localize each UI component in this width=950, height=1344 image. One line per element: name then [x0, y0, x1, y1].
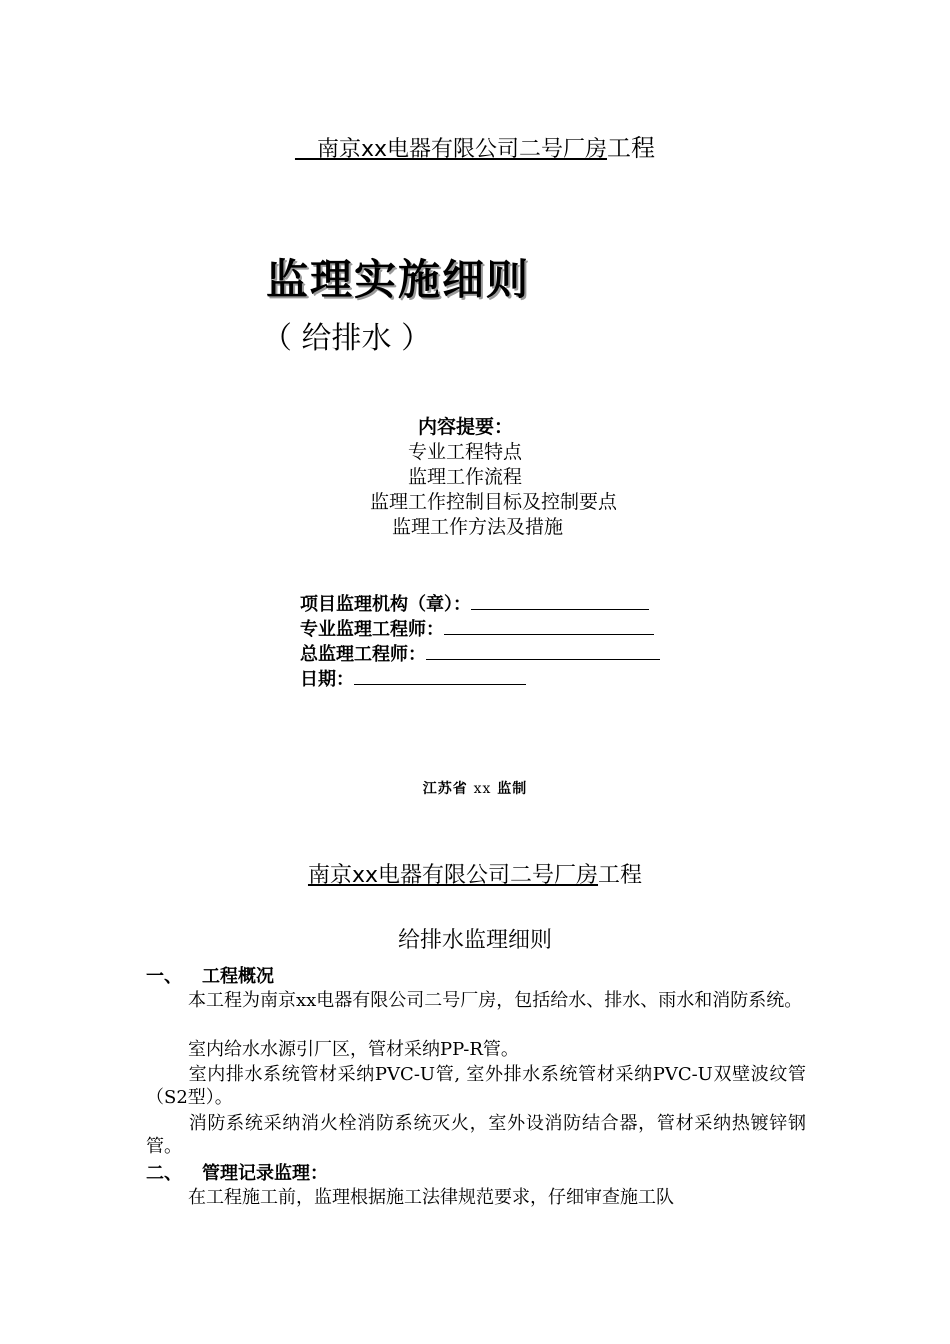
cover-title: 监理实施细则	[266, 255, 531, 304]
signature-date-row	[300, 666, 526, 692]
paragraph	[146, 989, 806, 1012]
paragraph-text: 在工程施工前，监理根据施工法律规范要求，仔细审查施工队	[188, 1187, 674, 1208]
summary-item: 监理工作流程	[408, 466, 523, 488]
section-title: 管理记录监理：	[202, 1163, 328, 1184]
signature-specialist-row	[300, 616, 654, 642]
body-subtitle: 给排水监理细则	[397, 928, 552, 953]
signature-org-label: 项目监理机构（章）：	[300, 594, 471, 615]
paragraph-text: 本工程为南京xx电器有限公司二号厂房，包括给水、排水、雨水和消防系统。	[188, 990, 803, 1011]
section-title: 工程概况	[202, 966, 274, 987]
signature-org-row	[300, 591, 649, 617]
signature-org-blank[interactable]	[471, 591, 649, 610]
issuer-middle: xx	[473, 781, 492, 797]
issuer-suffix: 监制	[497, 781, 528, 797]
body-title-underlined: 南京xx电器有限公司二号厂房	[307, 863, 599, 888]
summary-item: 监理工作控制目标及控制要点	[370, 491, 618, 513]
signature-chief-label: 总监理工程师：	[300, 644, 426, 665]
section-heading	[146, 1162, 328, 1186]
cover-project-underlined: 南京xx电器有限公司二号厂房	[294, 137, 608, 162]
paragraph-text: 室内排水系统管材采纳PVC-U管, 室外排水系统管材采纳PVC-U双壁波纹管（S2型）。	[146, 1064, 806, 1108]
signature-chief-blank[interactable]	[426, 641, 660, 660]
section-number: 二、	[146, 1163, 182, 1184]
body-title-suffix: 工程	[598, 863, 643, 888]
cover-project-name	[0, 133, 950, 165]
body-title	[0, 860, 950, 892]
cover-project-suffix: 工程	[607, 134, 656, 162]
signature-specialist-label: 专业监理工程师：	[300, 619, 444, 640]
summary-item: 专业工程特点	[408, 441, 523, 463]
paragraph-text: 室内给水水源引厂区，管材采纳PP-R管。	[188, 1039, 519, 1060]
paragraph	[146, 1038, 806, 1061]
issuer-line	[0, 778, 950, 800]
summary-item: 监理工作方法及措施	[392, 516, 564, 538]
signature-date-blank[interactable]	[354, 666, 526, 685]
summary-heading: 内容提要：	[418, 416, 514, 438]
paragraph	[146, 1186, 806, 1209]
issuer-prefix: 江苏省	[422, 781, 468, 797]
section-heading	[146, 965, 274, 989]
paragraph	[146, 1112, 806, 1158]
cover-subtitle: （ 给排水 ）	[262, 321, 432, 356]
signature-chief-row	[300, 641, 660, 667]
paragraph	[146, 1063, 806, 1109]
paragraph-text: 消防系统采纳消火栓消防系统灭火，室外设消防结合器，管材采纳热镀锌钢管。	[146, 1113, 806, 1157]
section-number: 一、	[146, 966, 182, 987]
signature-date-label: 日期：	[300, 669, 354, 690]
signature-specialist-blank[interactable]	[444, 616, 654, 635]
